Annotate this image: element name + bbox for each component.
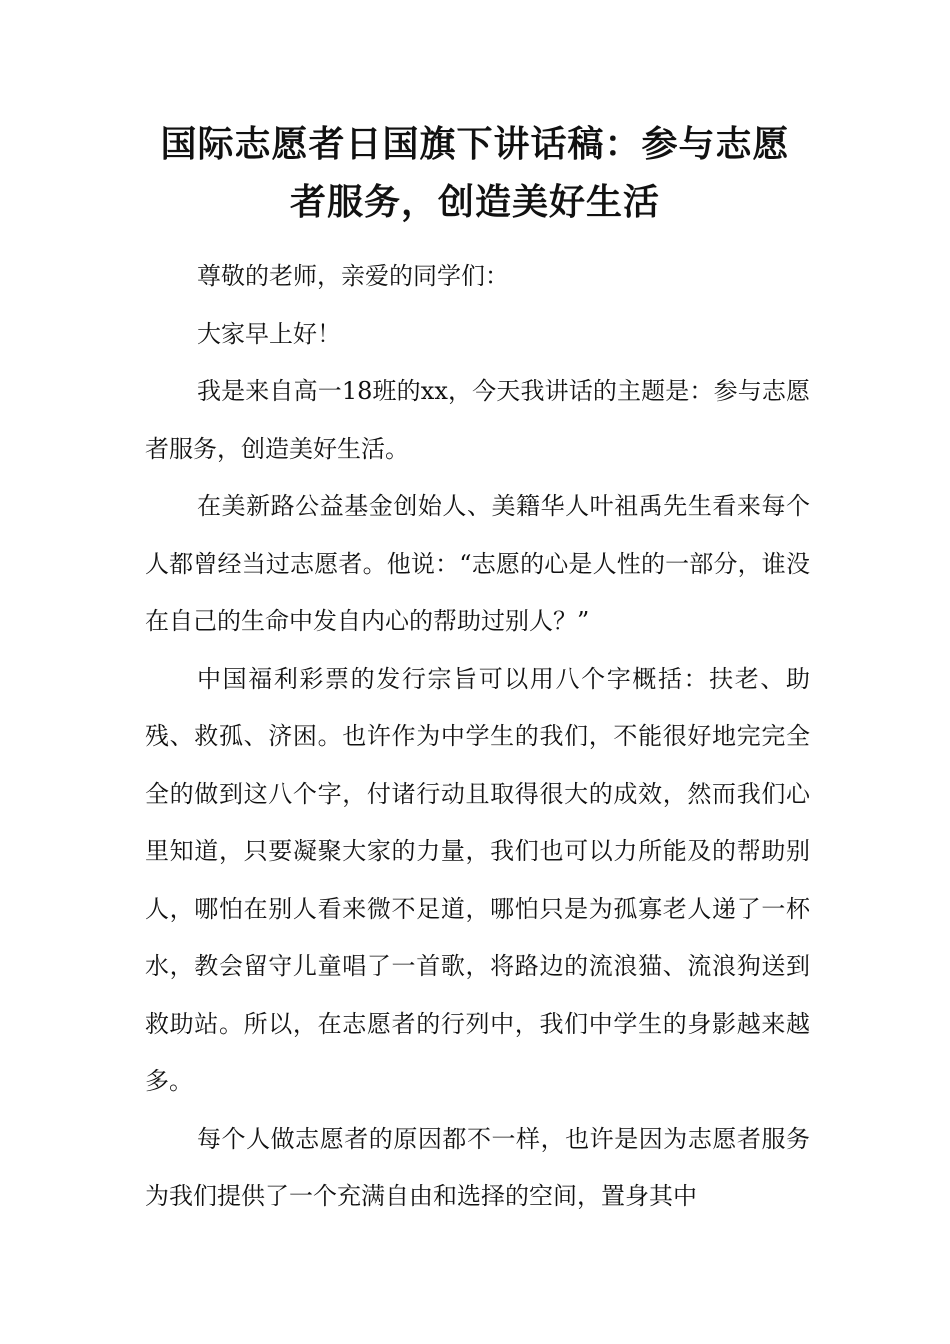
document-body [145,248,810,1226]
title-line-2: 者服务，创造美好生活 [289,182,660,223]
quote-paragraph: 在美新路公益基金创始人、美籍华人叶祖禹先生看来每个人都曾经当过志愿者。他说：“志愿的心是人性的一部分，谁没在自己的生命中发自内心的帮助过别人？” [145,492,810,635]
salutation-paragraph: 尊敬的老师，亲爱的同学们： [197,262,509,290]
introduction-paragraph: 我是来自高一18班的xx，今天我讲话的主题是：参与志愿者服务，创造美好生活。 [145,377,810,463]
greeting-paragraph: 大家早上好！ [197,319,341,348]
document-title [140,116,810,232]
reasons-paragraph: 每个人做志愿者的原因都不一样，也许是因为志愿者服务为我们提供了一个充满自由和选择的空间，置身其中 [145,1124,810,1210]
lottery-paragraph: 中国福利彩票的发行宗旨可以用八个字概括：扶老、助残、救孤、济困。也许作为中学生的我们，不能很好地完完全全的做到这八个字，付诸行动且取得很大的成效，然而我们心里知道，只要凝聚大家的力量，我们也可以力所能及的帮助别人，哪怕在别人看来微不足道，哪怕只是为孤寡老人递了一杯水，教会留守儿童唱了一首歌，将路边的流浪猫、流浪狗送到救助站。所以，在志愿者的行列中，我们中学生的身影越来越多。 [145,664,810,1095]
title-line-1: 国际志愿者日国旗下讲话稿：参与志愿 [160,124,790,165]
